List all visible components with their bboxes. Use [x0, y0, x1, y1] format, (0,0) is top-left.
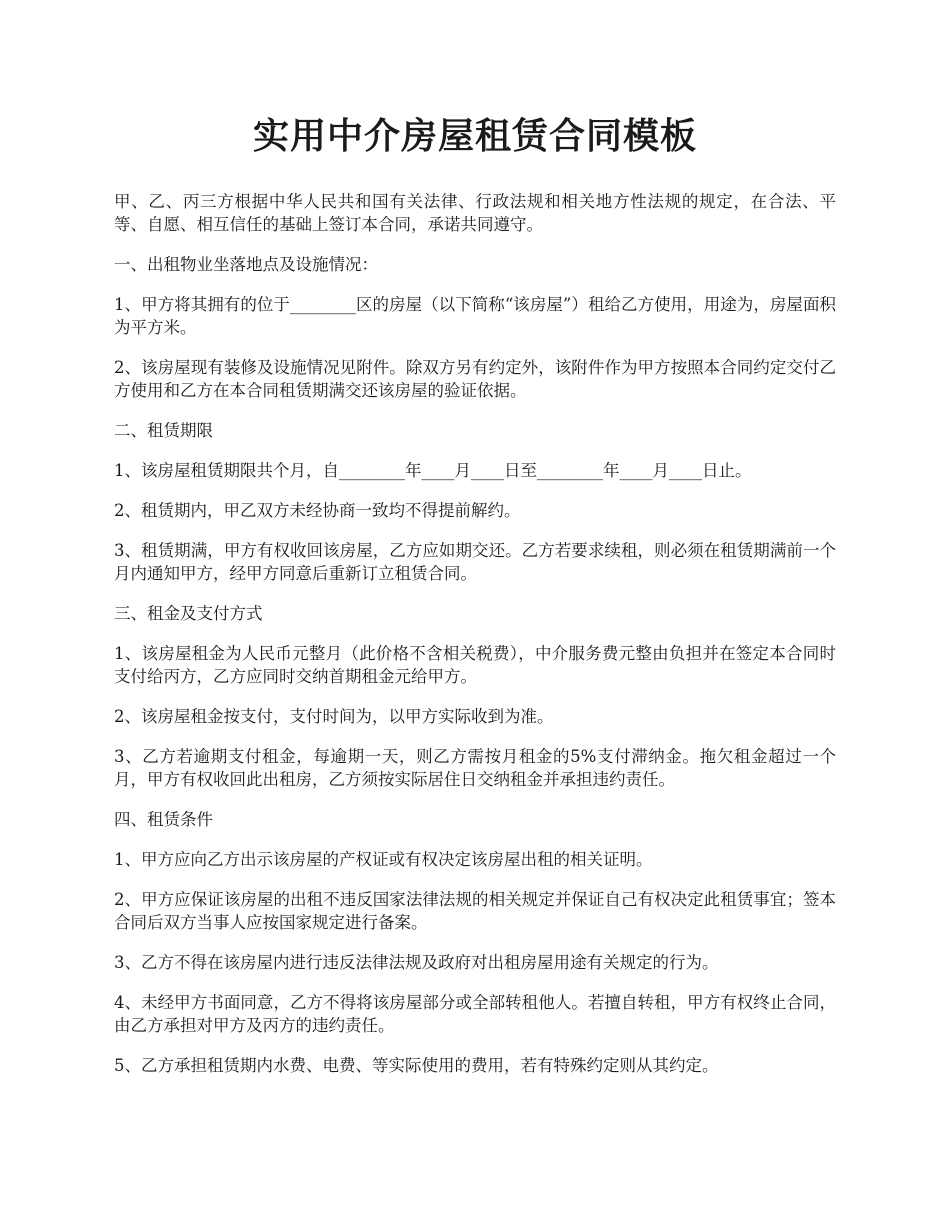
clause-3-2: 2、该房屋租金按支付，支付时间为，以甲方实际收到为准。	[114, 707, 554, 726]
section-heading-2: 二、租赁期限	[114, 421, 213, 440]
clause-4-5: 5、乙方承担租赁期内水费、电费、等实际使用的费用，若有特殊约定则从其约定。	[114, 1056, 719, 1075]
clause-2-1: 1、该房屋租赁期限共个月，自________年____月____日至________年____月____日止。	[114, 461, 752, 480]
clause-1-1: 1、甲方将其拥有的位于________区的房屋（以下简称“该房屋”）租给乙方使用，用途为，房屋面积为平方米。	[114, 295, 836, 337]
clause-4-4: 4、未经甲方书面同意，乙方不得将该房屋部分或全部转租他人。若擅自转租，甲方有权终止合同，由乙方承担对甲方及丙方的违约责任。	[114, 993, 836, 1035]
clause-4-2: 2、甲方应保证该房屋的出租不违反国家法律法规的相关规定并保证自己有权决定此租赁事宜；签本合同后双方当事人应按国家规定进行备案。	[114, 890, 836, 932]
clause-4-3: 3、乙方不得在该房屋内进行违反法律法规及政府对出租房屋用途有关规定的行为。	[114, 953, 719, 972]
clause-3-1: 1、该房屋租金为人民币元整月（此价格不含相关税费），中介服务费元整由负担并在签定本合同时支付给丙方，乙方应同时交纳首期租金元给甲方。	[114, 644, 836, 686]
section-heading-3: 三、租金及支付方式	[114, 604, 263, 623]
document-title: 实用中介房屋租赁合同模板	[252, 115, 697, 157]
clause-2-3: 3、租赁期满，甲方有权收回该房屋，乙方应如期交还。乙方若要求续租，则必须在租赁期满前一个月内通知甲方，经甲方同意后重新订立租赁合同。	[114, 541, 836, 583]
section-heading-1: 一、出租物业坐落地点及设施情况：	[114, 255, 378, 274]
clause-4-1: 1、甲方应向乙方出示该房屋的产权证或有权决定该房屋出租的相关证明。	[114, 850, 653, 869]
clause-3-3: 3、乙方若逾期支付租金，每逾期一天，则乙方需按月租金的5%支付滞纳金。拖欠租金超过一个月，甲方有权收回此出租房，乙方须按实际居住日交纳租金并承担违约责任。	[114, 747, 836, 789]
clause-1-2: 2、该房屋现有装修及设施情况见附件。除双方另有约定外，该附件作为甲方按照本合同约定交付乙方使用和乙方在本合同租赁期满交还该房屋的验证依据。	[114, 358, 836, 400]
section-heading-4: 四、租赁条件	[114, 810, 213, 829]
intro-paragraph: 甲、乙、丙三方根据中华人民共和国有关法律、行政法规和相关地方性法规的规定，在合法、平等、自愿、相互信任的基础上签订本合同，承诺共同遵守。	[114, 192, 836, 234]
clause-2-2: 2、租赁期内，甲乙双方未经协商一致均不得提前解约。	[114, 501, 521, 520]
